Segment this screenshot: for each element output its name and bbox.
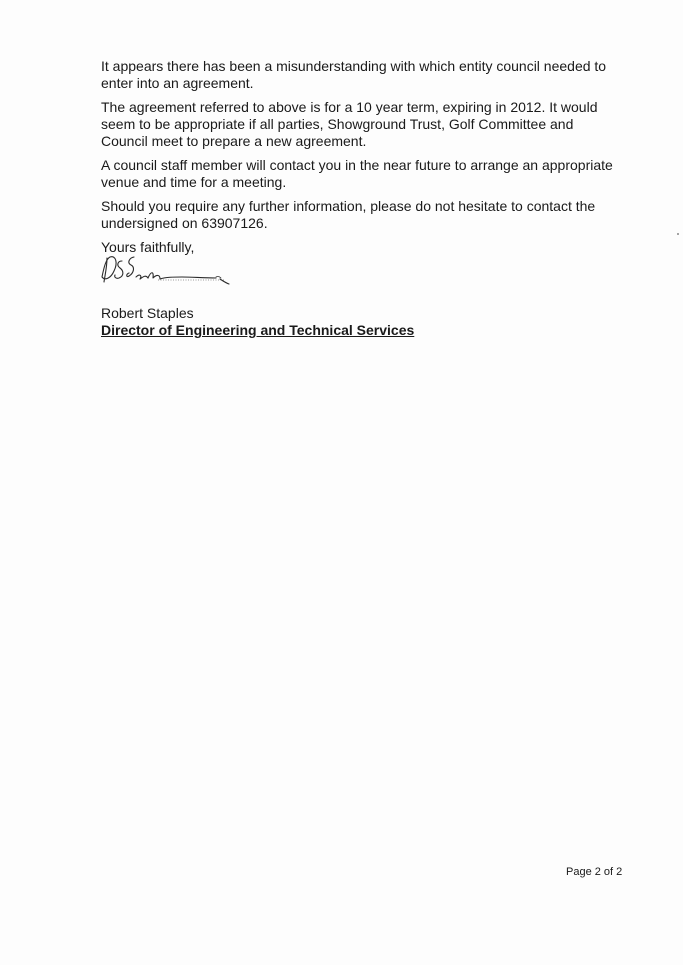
paragraph-staff-contact: A council staff member will contact you in the near future to arrange an appropriate venue and time for a meeting. — [101, 157, 613, 190]
signature-block — [101, 305, 414, 339]
closing-salutation: Yours faithfully, — [101, 239, 195, 255]
signer-title: Director of Engineering and Technical Services — [101, 322, 415, 338]
scan-speck — [677, 233, 679, 235]
page-number: Page 2 of 2 — [566, 866, 623, 878]
handwritten-signature — [96, 249, 246, 291]
paragraph-agreement-term: The agreement referred to above is for a 10 year term, expiring in 2012. It would seem to be appropriate if all parties, Showground Trust, Golf Committee and Council meet to prepare a new agreement. — [101, 99, 598, 149]
letter-body — [101, 58, 621, 256]
signer-name: Robert Staples — [101, 305, 194, 321]
paragraph-misunderstanding: It appears there has been a misunderstanding with which entity council needed to enter into an agreement. — [101, 58, 607, 91]
paragraph-further-information: Should you require any further information, please do not hesitate to contact the undersigned on 63907126. — [101, 198, 596, 231]
